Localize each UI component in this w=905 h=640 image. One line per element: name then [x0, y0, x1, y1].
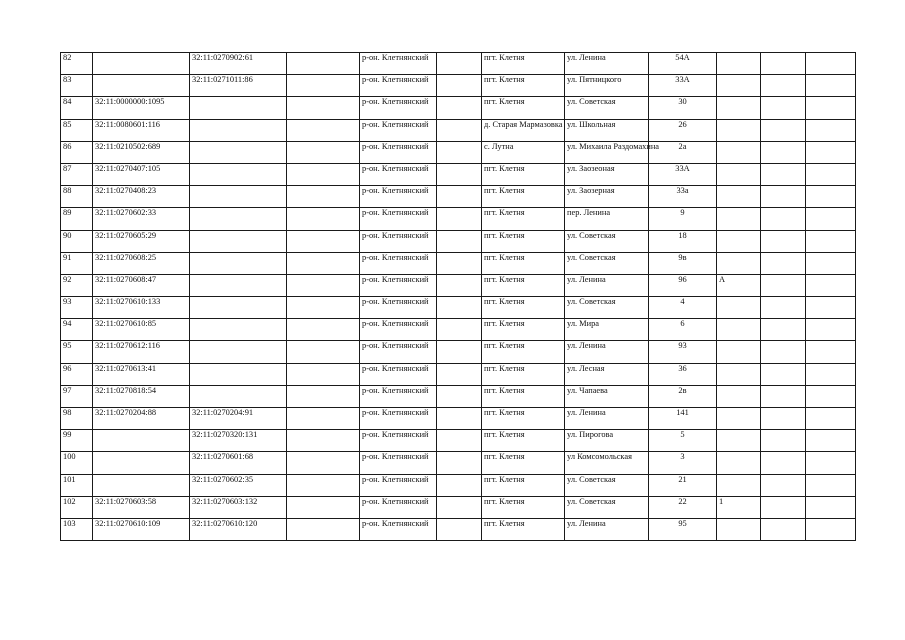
locality-cell: пгт. Клетня: [482, 252, 565, 274]
table-row: [61, 518, 856, 540]
empty-cell: [806, 274, 856, 296]
empty-cell: [761, 252, 806, 274]
street-cell: ул Комсомольская: [565, 452, 649, 474]
table-row: [61, 53, 856, 75]
empty-cell: [761, 430, 806, 452]
letter-cell: [717, 230, 761, 252]
empty-cell: [437, 408, 482, 430]
empty-cell: [761, 408, 806, 430]
empty-cell: [806, 186, 856, 208]
letter-cell: [717, 341, 761, 363]
letter-cell: [717, 297, 761, 319]
cadastral-number-cell: 32:11:0270610:133: [93, 297, 190, 319]
empty-cell: [806, 252, 856, 274]
table-row: [61, 274, 856, 296]
cadastral-number-cell: 32:11:0000000:1095: [93, 97, 190, 119]
empty-cell: [806, 408, 856, 430]
row-number-cell: 94: [61, 319, 93, 341]
table-row: [61, 252, 856, 274]
cadastral-number-cell: 32:11:0270610:85: [93, 319, 190, 341]
empty-cell: [806, 385, 856, 407]
cadastral-number-cell: 32:11:0270613:41: [93, 363, 190, 385]
empty-cell: [761, 496, 806, 518]
empty-cell: [287, 97, 360, 119]
empty-cell: [437, 474, 482, 496]
row-number-cell: 97: [61, 385, 93, 407]
cadastral-number-2-cell: 32:11:0270601:68: [190, 452, 287, 474]
cadastral-number-2-cell: [190, 385, 287, 407]
street-cell: ул. Советская: [565, 474, 649, 496]
locality-cell: пгт. Клетня: [482, 496, 565, 518]
region-cell: р-он. Клетнянский: [360, 363, 437, 385]
street-cell: ул. Советская: [565, 496, 649, 518]
letter-cell: [717, 97, 761, 119]
row-number-cell: 88: [61, 186, 93, 208]
cadastral-number-cell: [93, 75, 190, 97]
letter-cell: [717, 363, 761, 385]
empty-cell: [761, 53, 806, 75]
table-row: [61, 430, 856, 452]
empty-cell: [287, 141, 360, 163]
empty-cell: [761, 452, 806, 474]
region-cell: р-он. Клетнянский: [360, 518, 437, 540]
empty-cell: [437, 141, 482, 163]
cadastral-number-2-cell: [190, 119, 287, 141]
building-number-cell: 33а: [649, 186, 717, 208]
locality-cell: пгт. Клетня: [482, 53, 565, 75]
building-number-cell: 3: [649, 452, 717, 474]
empty-cell: [806, 496, 856, 518]
building-number-cell: 95: [649, 518, 717, 540]
row-number-cell: 100: [61, 452, 93, 474]
cadastral-number-2-cell: 32:11:0270610:120: [190, 518, 287, 540]
empty-cell: [287, 53, 360, 75]
letter-cell: [717, 430, 761, 452]
street-cell: ул. Пятницкого: [565, 75, 649, 97]
letter-cell: [717, 319, 761, 341]
cadastral-number-2-cell: 32:11:0270602:35: [190, 474, 287, 496]
street-cell: ул. Ленина: [565, 53, 649, 75]
empty-cell: [287, 297, 360, 319]
empty-cell: [806, 341, 856, 363]
cadastral-number-2-cell: [190, 274, 287, 296]
locality-cell: пгт. Клетня: [482, 363, 565, 385]
cadastral-number-cell: 32:11:0270610:109: [93, 518, 190, 540]
building-number-cell: 141: [649, 408, 717, 430]
empty-cell: [437, 518, 482, 540]
street-cell: ул. Чапаева: [565, 385, 649, 407]
empty-cell: [806, 518, 856, 540]
row-number-cell: 87: [61, 163, 93, 185]
empty-cell: [761, 163, 806, 185]
building-number-cell: 9в: [649, 252, 717, 274]
street-cell: ул. Лесная: [565, 363, 649, 385]
building-number-cell: 26: [649, 119, 717, 141]
empty-cell: [287, 518, 360, 540]
region-cell: р-он. Клетнянский: [360, 119, 437, 141]
locality-cell: пгт. Клетня: [482, 452, 565, 474]
letter-cell: [717, 53, 761, 75]
street-cell: ул. Школьная: [565, 119, 649, 141]
street-cell: ул. Заозеоная: [565, 163, 649, 185]
row-number-cell: 103: [61, 518, 93, 540]
cadastral-number-cell: 32:11:0080601:116: [93, 119, 190, 141]
empty-cell: [287, 274, 360, 296]
street-cell: ул. Пирогова: [565, 430, 649, 452]
cadastral-number-cell: 32:11:0270603:58: [93, 496, 190, 518]
row-number-cell: 96: [61, 363, 93, 385]
region-cell: р-он. Клетнянский: [360, 341, 437, 363]
street-cell: ул. Мира: [565, 319, 649, 341]
empty-cell: [287, 341, 360, 363]
empty-cell: [806, 75, 856, 97]
empty-cell: [806, 163, 856, 185]
cadastral-number-cell: 32:11:0270602:33: [93, 208, 190, 230]
building-number-cell: 36: [649, 363, 717, 385]
empty-cell: [761, 518, 806, 540]
letter-cell: [717, 518, 761, 540]
cadastral-number-cell: 32:11:0270608:47: [93, 274, 190, 296]
letter-cell: [717, 408, 761, 430]
building-number-cell: 5: [649, 430, 717, 452]
cadastral-number-2-cell: [190, 363, 287, 385]
table-row: [61, 319, 856, 341]
letter-cell: [717, 252, 761, 274]
letter-cell: [717, 186, 761, 208]
empty-cell: [761, 230, 806, 252]
empty-cell: [806, 230, 856, 252]
building-number-cell: 6: [649, 319, 717, 341]
empty-cell: [806, 430, 856, 452]
empty-cell: [287, 252, 360, 274]
empty-cell: [287, 230, 360, 252]
empty-cell: [287, 163, 360, 185]
row-number-cell: 90: [61, 230, 93, 252]
region-cell: р-он. Клетнянский: [360, 75, 437, 97]
empty-cell: [437, 363, 482, 385]
empty-cell: [761, 385, 806, 407]
empty-cell: [761, 208, 806, 230]
row-number-cell: 93: [61, 297, 93, 319]
cadastral-number-cell: 32:11:0270612:116: [93, 341, 190, 363]
street-cell: ул. Михаила Раздомахина: [565, 141, 649, 163]
cadastral-number-2-cell: [190, 141, 287, 163]
empty-cell: [437, 430, 482, 452]
empty-cell: [806, 363, 856, 385]
letter-cell: [717, 452, 761, 474]
empty-cell: [806, 474, 856, 496]
empty-cell: [806, 119, 856, 141]
locality-cell: пгт. Клетня: [482, 319, 565, 341]
cadastral-number-cell: 32:11:0270204:88: [93, 408, 190, 430]
street-cell: ул. Советская: [565, 252, 649, 274]
table-row: [61, 363, 856, 385]
letter-cell: 1: [717, 496, 761, 518]
letter-cell: [717, 119, 761, 141]
cadastral-number-2-cell: [190, 163, 287, 185]
region-cell: р-он. Клетнянский: [360, 319, 437, 341]
region-cell: р-он. Клетнянский: [360, 230, 437, 252]
locality-cell: пгт. Клетня: [482, 341, 565, 363]
letter-cell: [717, 141, 761, 163]
locality-cell: пгт. Клетня: [482, 408, 565, 430]
table-row: [61, 496, 856, 518]
cadastral-number-2-cell: 32:11:0270902:61: [190, 53, 287, 75]
row-number-cell: 102: [61, 496, 93, 518]
building-number-cell: 4: [649, 297, 717, 319]
building-number-cell: 2а: [649, 141, 717, 163]
table-row: [61, 408, 856, 430]
region-cell: р-он. Клетнянский: [360, 141, 437, 163]
cadastral-number-2-cell: [190, 341, 287, 363]
empty-cell: [806, 297, 856, 319]
cadastral-number-2-cell: 32:11:0270603:132: [190, 496, 287, 518]
empty-cell: [437, 119, 482, 141]
street-cell: ул. Ленина: [565, 408, 649, 430]
address-register-table: [60, 52, 856, 541]
empty-cell: [437, 163, 482, 185]
empty-cell: [287, 119, 360, 141]
empty-cell: [761, 119, 806, 141]
empty-cell: [287, 452, 360, 474]
empty-cell: [437, 274, 482, 296]
empty-cell: [437, 496, 482, 518]
street-cell: ул. Советская: [565, 230, 649, 252]
row-number-cell: 85: [61, 119, 93, 141]
region-cell: р-он. Клетнянский: [360, 186, 437, 208]
empty-cell: [287, 430, 360, 452]
locality-cell: пгт. Клетня: [482, 163, 565, 185]
letter-cell: [717, 385, 761, 407]
empty-cell: [287, 408, 360, 430]
letter-cell: А: [717, 274, 761, 296]
region-cell: р-он. Клетнянский: [360, 496, 437, 518]
locality-cell: пгт. Клетня: [482, 385, 565, 407]
cadastral-number-cell: [93, 53, 190, 75]
row-number-cell: 89: [61, 208, 93, 230]
empty-cell: [287, 385, 360, 407]
cadastral-number-2-cell: [190, 252, 287, 274]
row-number-cell: 82: [61, 53, 93, 75]
cadastral-number-2-cell: 32:11:0271011:86: [190, 75, 287, 97]
building-number-cell: 30: [649, 97, 717, 119]
row-number-cell: 91: [61, 252, 93, 274]
cadastral-number-cell: 32:11:0270605:29: [93, 230, 190, 252]
building-number-cell: 18: [649, 230, 717, 252]
locality-cell: с. Лутна: [482, 141, 565, 163]
table-row: [61, 163, 856, 185]
building-number-cell: 22: [649, 496, 717, 518]
region-cell: р-он. Клетнянский: [360, 208, 437, 230]
row-number-cell: 92: [61, 274, 93, 296]
table-row: [61, 297, 856, 319]
building-number-cell: 9: [649, 208, 717, 230]
table-body: [61, 53, 856, 541]
empty-cell: [806, 208, 856, 230]
row-number-cell: 95: [61, 341, 93, 363]
row-number-cell: 99: [61, 430, 93, 452]
cadastral-number-cell: 32:11:0210502:689: [93, 141, 190, 163]
empty-cell: [287, 496, 360, 518]
row-number-cell: 101: [61, 474, 93, 496]
cadastral-number-2-cell: [190, 97, 287, 119]
region-cell: р-он. Клетнянский: [360, 274, 437, 296]
empty-cell: [761, 363, 806, 385]
empty-cell: [437, 319, 482, 341]
region-cell: р-он. Клетнянский: [360, 297, 437, 319]
table-row: [61, 208, 856, 230]
empty-cell: [806, 141, 856, 163]
table-row: [61, 230, 856, 252]
cadastral-number-2-cell: [190, 319, 287, 341]
letter-cell: [717, 208, 761, 230]
empty-cell: [437, 452, 482, 474]
table-row: [61, 474, 856, 496]
region-cell: р-он. Клетнянский: [360, 97, 437, 119]
locality-cell: пгт. Клетня: [482, 430, 565, 452]
empty-cell: [761, 141, 806, 163]
street-cell: ул. Заозерная: [565, 186, 649, 208]
cadastral-number-2-cell: 32:11:0270320:131: [190, 430, 287, 452]
street-cell: ул. Ленина: [565, 274, 649, 296]
locality-cell: д. Старая Мармазовка: [482, 119, 565, 141]
region-cell: р-он. Клетнянский: [360, 53, 437, 75]
empty-cell: [761, 186, 806, 208]
empty-cell: [437, 208, 482, 230]
row-number-cell: 86: [61, 141, 93, 163]
building-number-cell: 54А: [649, 53, 717, 75]
empty-cell: [806, 53, 856, 75]
table-row: [61, 141, 856, 163]
empty-cell: [287, 186, 360, 208]
cadastral-number-2-cell: [190, 230, 287, 252]
table-row: [61, 97, 856, 119]
empty-cell: [806, 97, 856, 119]
cadastral-number-cell: [93, 474, 190, 496]
cadastral-number-cell: 32:11:0270408:23: [93, 186, 190, 208]
empty-cell: [437, 97, 482, 119]
empty-cell: [437, 75, 482, 97]
region-cell: р-он. Клетнянский: [360, 452, 437, 474]
locality-cell: пгт. Клетня: [482, 230, 565, 252]
empty-cell: [287, 474, 360, 496]
street-cell: ул. Советская: [565, 297, 649, 319]
street-cell: пер. Ленина: [565, 208, 649, 230]
street-cell: ул. Советская: [565, 97, 649, 119]
empty-cell: [761, 274, 806, 296]
building-number-cell: 33А: [649, 75, 717, 97]
region-cell: р-он. Клетнянский: [360, 474, 437, 496]
locality-cell: пгт. Клетня: [482, 274, 565, 296]
empty-cell: [806, 319, 856, 341]
empty-cell: [287, 75, 360, 97]
empty-cell: [287, 208, 360, 230]
table-row: [61, 75, 856, 97]
empty-cell: [287, 319, 360, 341]
table-row: [61, 119, 856, 141]
cadastral-number-cell: 32:11:0270608:25: [93, 252, 190, 274]
cadastral-number-cell: [93, 430, 190, 452]
empty-cell: [437, 186, 482, 208]
cadastral-number-2-cell: [190, 186, 287, 208]
row-number-cell: 84: [61, 97, 93, 119]
cadastral-number-2-cell: 32:11:0270204:91: [190, 408, 287, 430]
cadastral-number-cell: 32:11:0270407:105: [93, 163, 190, 185]
empty-cell: [437, 297, 482, 319]
locality-cell: пгт. Клетня: [482, 208, 565, 230]
table-row: [61, 186, 856, 208]
table-row: [61, 452, 856, 474]
letter-cell: [717, 163, 761, 185]
empty-cell: [287, 363, 360, 385]
locality-cell: пгт. Клетня: [482, 186, 565, 208]
building-number-cell: 96: [649, 274, 717, 296]
table-row: [61, 341, 856, 363]
region-cell: р-он. Клетнянский: [360, 408, 437, 430]
building-number-cell: 21: [649, 474, 717, 496]
region-cell: р-он. Клетнянский: [360, 163, 437, 185]
empty-cell: [437, 230, 482, 252]
street-cell: ул. Ленина: [565, 341, 649, 363]
empty-cell: [761, 319, 806, 341]
empty-cell: [761, 341, 806, 363]
building-number-cell: 2в: [649, 385, 717, 407]
empty-cell: [806, 452, 856, 474]
row-number-cell: 83: [61, 75, 93, 97]
empty-cell: [437, 385, 482, 407]
region-cell: р-он. Клетнянский: [360, 385, 437, 407]
empty-cell: [437, 252, 482, 274]
empty-cell: [761, 75, 806, 97]
empty-cell: [437, 341, 482, 363]
cadastral-number-cell: 32:11:0270818:54: [93, 385, 190, 407]
table-row: [61, 385, 856, 407]
cadastral-number-cell: [93, 452, 190, 474]
empty-cell: [761, 97, 806, 119]
letter-cell: [717, 75, 761, 97]
letter-cell: [717, 474, 761, 496]
building-number-cell: 33А: [649, 163, 717, 185]
cadastral-number-2-cell: [190, 208, 287, 230]
row-number-cell: 98: [61, 408, 93, 430]
empty-cell: [761, 297, 806, 319]
locality-cell: пгт. Клетня: [482, 518, 565, 540]
locality-cell: пгт. Клетня: [482, 75, 565, 97]
street-cell: ул. Ленина: [565, 518, 649, 540]
region-cell: р-он. Клетнянский: [360, 430, 437, 452]
locality-cell: пгт. Клетня: [482, 297, 565, 319]
locality-cell: пгт. Клетня: [482, 97, 565, 119]
empty-cell: [437, 53, 482, 75]
empty-cell: [761, 474, 806, 496]
building-number-cell: 93: [649, 341, 717, 363]
cadastral-number-2-cell: [190, 297, 287, 319]
region-cell: р-он. Клетнянский: [360, 252, 437, 274]
locality-cell: пгт. Клетня: [482, 474, 565, 496]
